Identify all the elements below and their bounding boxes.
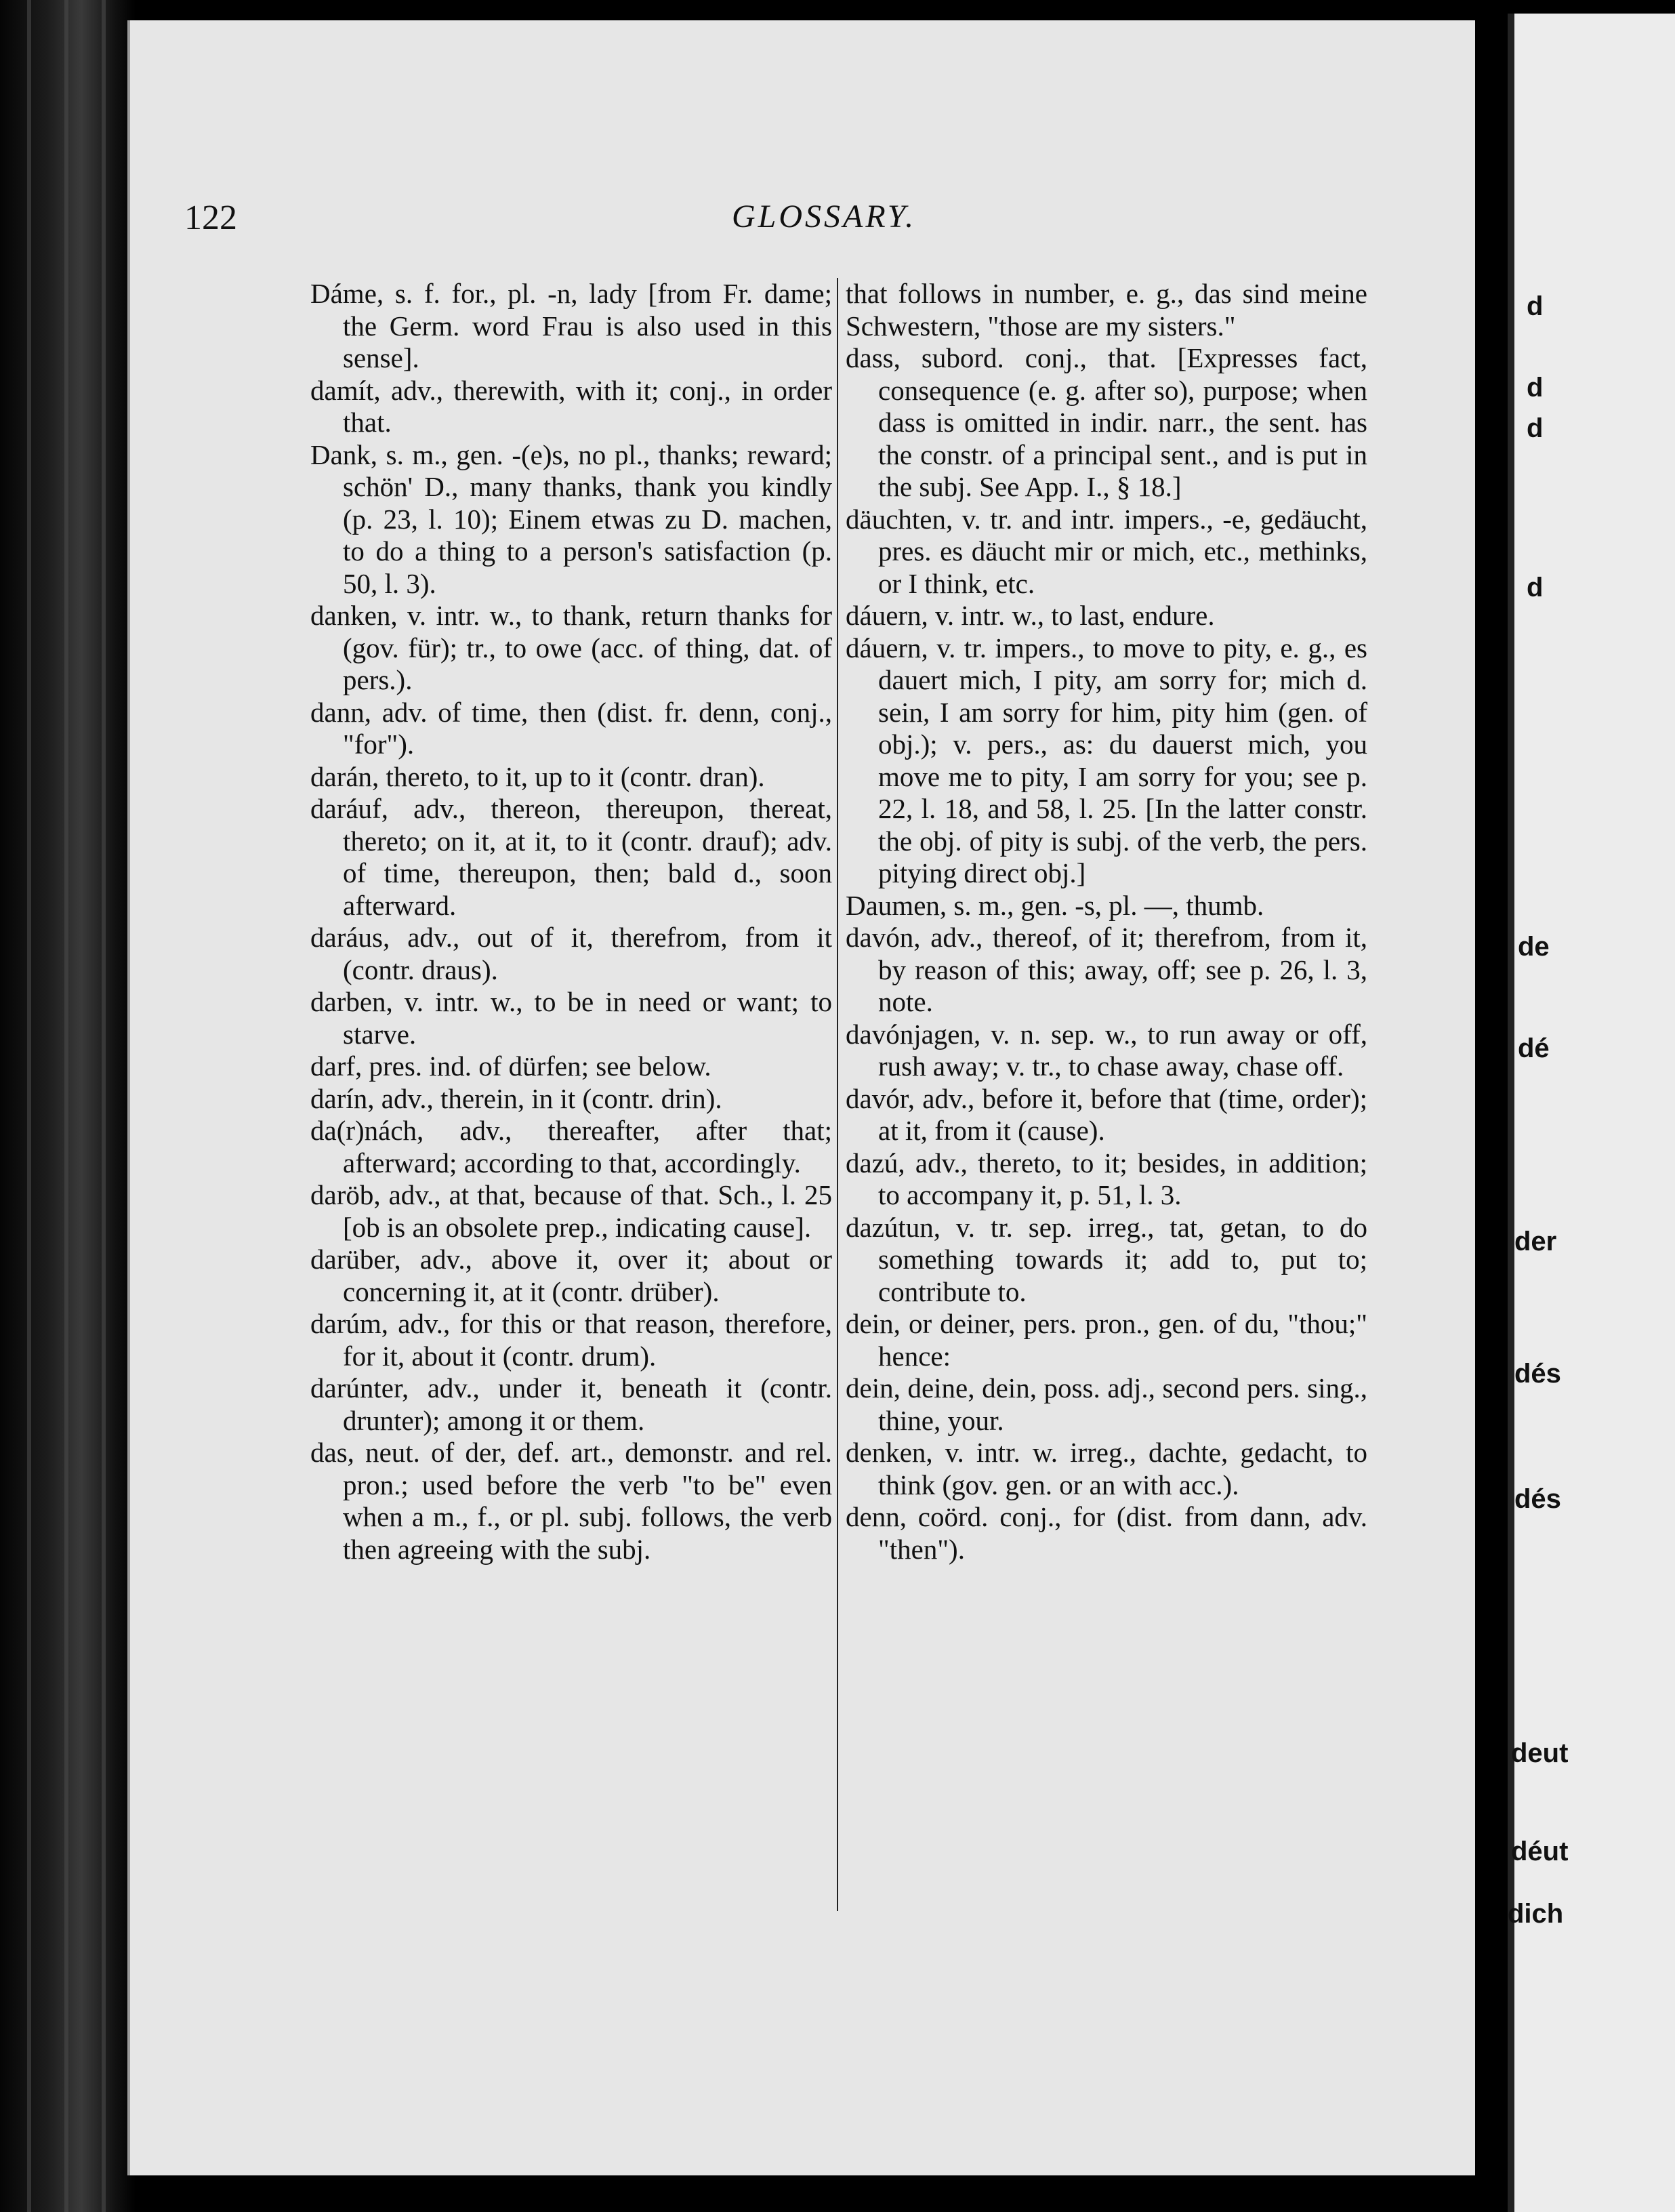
glossary-entry: dann, adv. of time, then (dist. fr. denn, conj., "for"). [310, 696, 832, 760]
book-spine [0, 0, 136, 2212]
glossary-entry: dein, deine, dein, poss. adj., second pers. sing., thine, your. [846, 1372, 1367, 1436]
fragment-word: dé [1518, 1033, 1550, 1063]
fragment-word: dés [1514, 1359, 1561, 1389]
glossary-entry: davónjagen, v. n. sep. w., to run away or off, rush away; v. tr., to chase away, chase off. [846, 1018, 1367, 1082]
fragment-word: d [1527, 291, 1544, 321]
glossary-entry: darúm, adv., for this or that reason, therefore, for it, about it (contr. drum). [310, 1308, 832, 1372]
fragment-word: dich [1508, 1899, 1564, 1929]
fragment-word: d [1527, 373, 1544, 403]
fragment-word: de [1518, 932, 1550, 962]
glossary-entry: denken, v. intr. w. irreg., dachte, gedacht, to think (gov. gen. or an with acc.). [846, 1437, 1367, 1500]
fragment-word: déut [1511, 1837, 1569, 1866]
glossary-entry: dein, or deiner, pers. pron., gen. of du, "thou;" hence: [846, 1308, 1367, 1372]
glossary-entry: davór, adv., before it, before that (time, order); at it, from it (cause). [846, 1082, 1367, 1146]
glossary-entry: Dank, s. m., gen. -(e)s, no pl., thanks; reward; schön' D., many thanks, thank you kindly (p. 23, l. 10); Einem etwas zu D. machen, to do a thing to a person's satisfaction (p. 50, l. 3). [310, 438, 832, 599]
glossary-entry: darüber, adv., above it, over it; about or concerning it, at it (contr. drüber). [310, 1244, 832, 1307]
running-head: GLOSSARY. [732, 199, 917, 234]
glossary-entry: darben, v. intr. w., to be in need or want; to starve. [310, 986, 832, 1050]
glossary-entry: darúnter, adv., under it, beneath it (contr. drunter); among it or them. [310, 1372, 832, 1436]
glossary-entry: Dáme, s. f. for., pl. -n, lady [from Fr. dame; the Germ. word Frau is also used in this sense]. [310, 278, 832, 373]
glossary-entry: dazútun, v. tr. sep. irreg., tat, getan, to do something towards it; add to, put to; contribute to. [846, 1211, 1367, 1307]
glossary-entry: daröb, adv., at that, because of that. Sch., l. 25 [ob is an obsolete prep., indicating cause]. [310, 1179, 832, 1243]
glossary-entry: danken, v. intr. w., to thank, return thanks for (gov. für); tr., to owe (acc. of thing, dat. of pers.). [310, 600, 832, 695]
page-number: 122 [184, 199, 237, 237]
glossary-column-left [310, 278, 832, 1565]
glossary-entry: daráus, adv., out of it, therefrom, from it (contr. draus). [310, 922, 832, 985]
glossary-entry: damít, adv., therewith, with it; conj., in order that. [310, 374, 832, 438]
glossary-entry: Daumen, s. m., gen. -s, pl. —, thumb. [846, 889, 1264, 921]
glossary-entry: darín, adv., therein, in it (contr. drin). [310, 1082, 722, 1114]
glossary-entry-continuation: that follows in number, e. g., das sind meine Schwestern, "those are my sisters." [846, 278, 1367, 342]
glossary-entry: das, neut. of der, def. art., demonstr. and rel. pron.; used before the verb "to be" even when a m., f., or pl. subj. follows, the verb then agreeing with the subj. [310, 1437, 832, 1565]
glossary-entry: darán, thereto, to it, up to it (contr. dran). [310, 760, 765, 792]
column-divider [837, 278, 838, 1911]
glossary-entry: dáuern, v. intr. w., to last, endure. [846, 600, 1215, 631]
fragment-word: dés [1514, 1484, 1561, 1514]
glossary-entry: darf, pres. ind. of dürfen; see below. [310, 1050, 711, 1082]
facing-page-edge [1508, 14, 1675, 2212]
glossary-entry: dáuern, v. tr. impers., to move to pity, e. g., es dauert mich, I pity, am sorry for; mich d. sein, I am sorry for him, pity him (gen. of obj.); v. pers., as: du dauerst mich, you move me to pity, I am sorry for you; see p. 22, l. 18, and 58, l. 25. [In the latter constr. the obj. of pity is subj. of the verb, the pers. pitying direct obj.] [846, 632, 1367, 888]
glossary-entry: denn, coörd. conj., for (dist. from dann, adv. "then"). [846, 1501, 1367, 1565]
glossary-entry: da(r)nách, adv., thereafter, after that; afterward; according to that, accordingly. [310, 1115, 832, 1179]
fragment-word: d [1527, 413, 1544, 443]
fragment-word: der [1514, 1227, 1557, 1256]
glossary-entry: däuchten, v. tr. and intr. impers., -e, gedäucht, pres. es däucht mir or mich, etc., methinks, or I think, etc. [846, 503, 1367, 599]
glossary-entry: dazú, adv., thereto, to it; besides, in addition; to accompany it, p. 51, l. 3. [846, 1147, 1367, 1210]
fragment-word: deut [1511, 1738, 1569, 1768]
glossary-entry: daráuf, adv., thereon, thereupon, thereat, thereto; on it, at it, to it (contr. drauf); adv. of time, thereupon, then; bald d., soon afterward. [310, 793, 832, 921]
glossary-entry: dass, subord. conj., that. [Expresses fact, consequence (e. g. after so), purpose; when dass is omitted in indir. narr., the sent. has the constr. of a principal sent., and is put in the subj. See App. I., § 18.] [846, 342, 1367, 502]
glossary-column-right [846, 278, 1367, 1565]
fragment-word: d [1527, 573, 1544, 602]
glossary-entry: davón, adv., thereof, of it; therefrom, from it, by reason of this; away, off; see p. 26, l. 3, note. [846, 922, 1367, 1017]
